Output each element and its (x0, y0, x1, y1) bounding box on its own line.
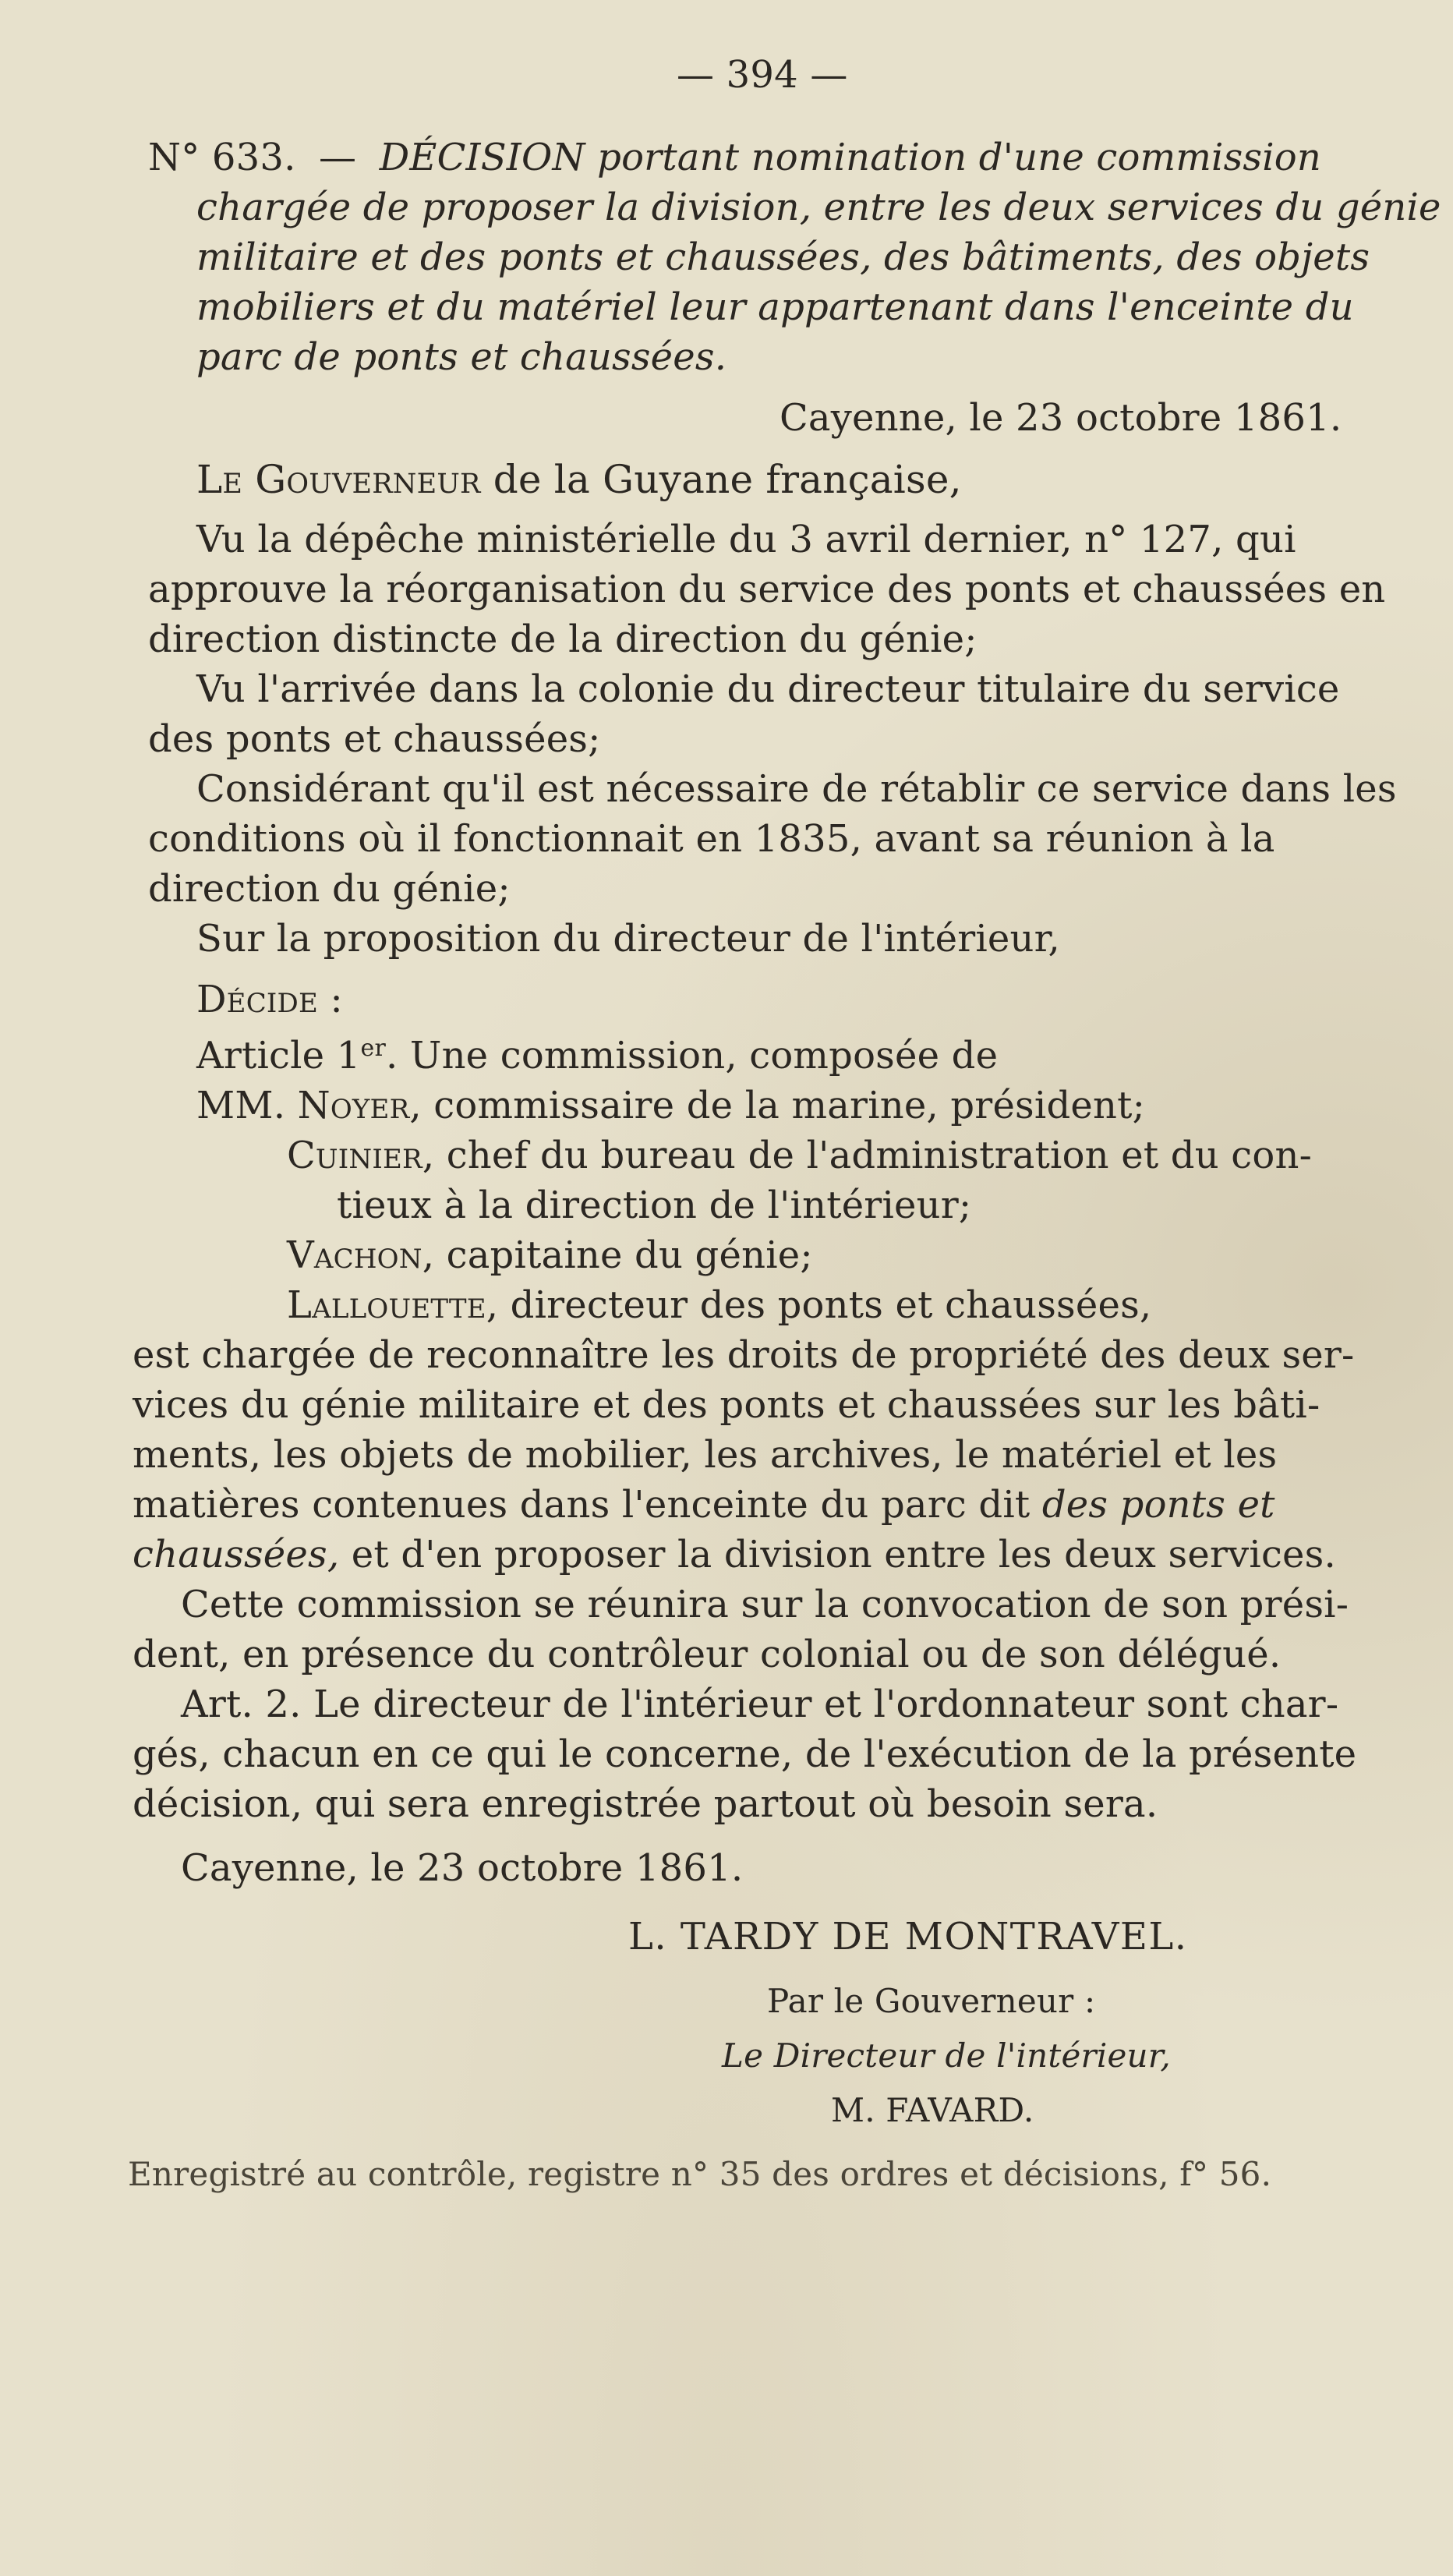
decision-title-line-4: mobiliers et du matériel leur appartenant dans l'enceinte du (196, 285, 1354, 329)
governor-heading-rest: de la Guyane française, (493, 457, 962, 502)
member-lallouette (287, 1283, 1152, 1327)
article-1-cont-4 (133, 1483, 1275, 1527)
article-2-line-1: Art. 2. Le directeur de l'intérieur et l'ordonnateur sont char- (181, 1683, 1339, 1726)
dateline: Cayenne, le 23 octobre 1861. (780, 396, 1342, 440)
article-1-last-italic: chaussées, (133, 1533, 340, 1576)
page-number: — 394 — (677, 53, 848, 97)
member-cuinier (287, 1134, 1313, 1177)
member-cuinier-continuation: tieux à la direction de l'intérieur; (337, 1184, 972, 1227)
member-noyer (196, 1084, 1145, 1127)
decision-title-line-1 (148, 136, 1322, 179)
member-role: , directeur des ponts et chaussées, (486, 1283, 1152, 1327)
article-1-cont-4-text: matières contenues dans l'enceinte du parc dit (133, 1483, 1031, 1527)
decision-title-line-3: militaire et des ponts et chaussées, des bâtiments, des objets (196, 235, 1370, 279)
member-name: Noyer (297, 1084, 410, 1127)
body-line-8: direction du génie; (148, 867, 511, 911)
commission-line-1: Cette commission se réunira sur la convocation de son prési- (181, 1583, 1349, 1626)
article-2-line-3: décision, qui sera enregistrée partout où besoin sera. (133, 1782, 1158, 1826)
article-1-cont-1: est chargée de reconnaître les droits de propriété des deux ser- (133, 1333, 1355, 1377)
director-name: M. FAVARD. (831, 2091, 1034, 2129)
article-1-text: . Une commission, composée de (386, 1034, 999, 1077)
article-2-line-2: gés, chacun en ce qui le concerne, de l'exécution de la présente (133, 1732, 1357, 1776)
article-1-cont-2: vices du génie militaire et des ponts et chaussées sur les bâti- (133, 1383, 1320, 1427)
closing-dateline: Cayenne, le 23 octobre 1861. (181, 1846, 744, 1890)
member-role: , capitaine du génie; (422, 1233, 813, 1277)
body-line-7: conditions où il fonctionnait en 1835, avant sa réunion à la (148, 817, 1275, 861)
commission-line-2: dent, en présence du contrôleur colonial ou de son délégué. (133, 1633, 1282, 1676)
member-name: Lallouette (287, 1283, 486, 1327)
member-honorific: MM. (196, 1084, 286, 1127)
body-line-6: Considérant qu'il est nécessaire de rétablir ce service dans les (196, 767, 1397, 811)
signature-by: Par le Gouverneur : (767, 1982, 1096, 2020)
registration-note: Enregistré au contrôle, registre n° 35 des ordres et décisions, f° 56. (128, 2155, 1272, 2193)
member-name: Cuinier (287, 1134, 422, 1177)
article-1-prefix: Article 1 (196, 1034, 361, 1077)
article-1-sup: er (360, 1035, 386, 1062)
body-line-2: approuve la réorganisation du service des ponts et chaussées en (148, 568, 1386, 611)
article-1-line (196, 1034, 999, 1077)
body-line-1: Vu la dépêche ministérielle du 3 avril dernier, n° 127, qui (196, 518, 1296, 561)
governor-title: Le Gouverneur (196, 457, 481, 502)
signer-name: L. TARDY DE MONTRAVEL. (628, 1915, 1188, 1959)
member-name: Vachon (287, 1233, 422, 1277)
member-role: , chef du bureau de l'administration et du con- (422, 1134, 1313, 1177)
article-1-last-rest: et d'en proposer la division entre les deux services. (351, 1533, 1336, 1576)
decision-dash: — (319, 136, 357, 179)
member-vachon (287, 1233, 813, 1277)
decision-number: N° 633. (148, 136, 296, 179)
body-line-9: Sur la proposition du directeur de l'intérieur, (196, 917, 1060, 961)
article-1-cont-3: ments, les objets de mobilier, les archives, le matériel et les (133, 1433, 1278, 1477)
decision-title-line-2: chargée de proposer la division, entre les deux services du génie (196, 186, 1441, 229)
governor-heading (196, 457, 962, 502)
director-title: Le Directeur de l'intérieur, (722, 2036, 1171, 2075)
decide-heading: Décide : (196, 978, 343, 1021)
decision-title: DÉCISION portant nomination d'une commission (379, 136, 1322, 179)
body-line-3: direction distincte de la direction du génie; (148, 617, 978, 661)
article-1-cont-5 (133, 1533, 1336, 1576)
article-1-italic: des ponts et (1041, 1483, 1275, 1527)
body-line-4: Vu l'arrivée dans la colonie du directeur titulaire du service (196, 667, 1340, 711)
body-line-5: des ponts et chaussées; (148, 717, 601, 761)
decision-title-line-5: parc de ponts et chaussées. (196, 335, 727, 379)
member-role: , commissaire de la marine, président; (409, 1084, 1145, 1127)
